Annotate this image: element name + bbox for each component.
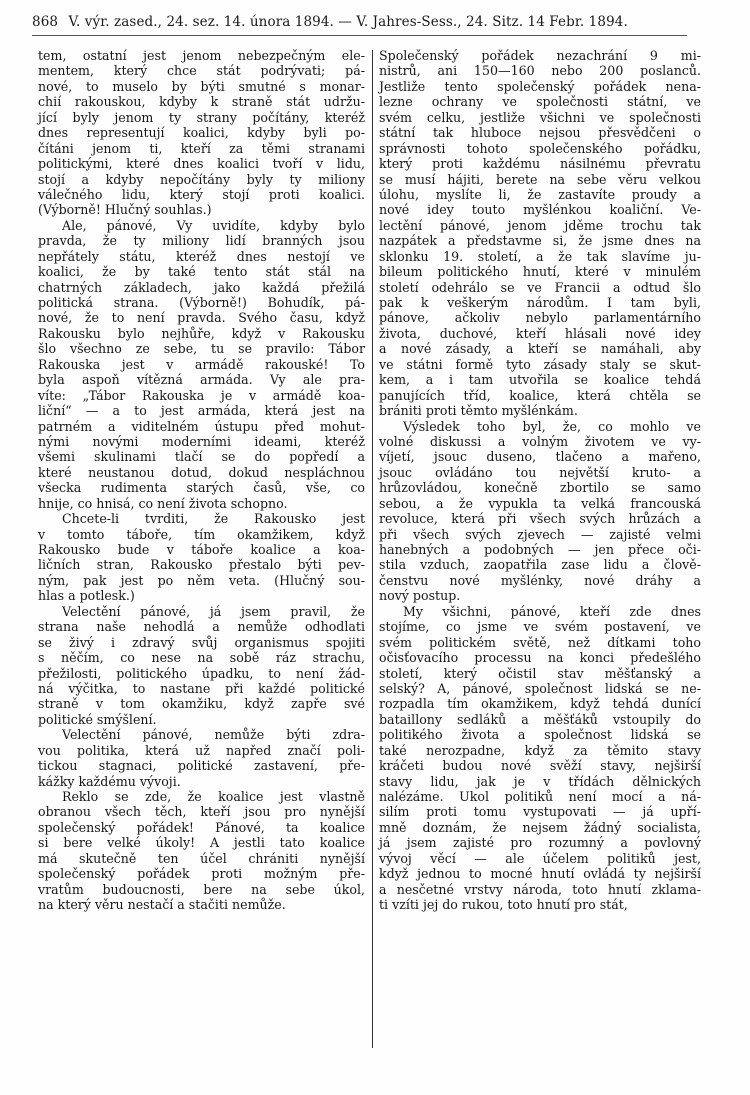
text-line: tickou stagnaci, politické zastavení, pře-: [38, 758, 365, 774]
text-line: vývoj věcí — ale účelem politiků jest,: [379, 850, 701, 866]
text-line: když jednou to mocné hnutí ovládá ty nejširší: [379, 866, 701, 882]
text-line: silím proti tomu vystupovati — já upří-: [379, 804, 701, 820]
text-line: patrném a viditelném ústupu před mohut-: [38, 418, 365, 434]
text-line: brániti proti těmto myšlénkám.: [379, 403, 578, 419]
text-line: lezne ochrany ve společnosti státní, ve: [379, 94, 701, 110]
text-line: nepřátely státu, kteréž dnes nestojí ve: [38, 248, 365, 264]
text-line: kráčeti budou nové svěží stavy, nejširší: [379, 758, 701, 774]
text-line: který proti každému násilnému převratu: [379, 156, 701, 172]
text-line: víte: „Tábor Rakouska je v armádě koa-: [38, 387, 365, 403]
text-line: nové, to muselo by býti smutné s monar-: [38, 78, 365, 94]
right-column: [379, 48, 701, 913]
text-line: bataillony sedláků a měšťáků vstoupily do: [379, 711, 701, 727]
text-line: společenský pořádek! Pánové, ta koalice: [38, 819, 365, 835]
text-line: dnes representují koalici, kdyby byli po-: [38, 125, 365, 141]
text-line: nový postup.: [379, 588, 461, 604]
text-line: nistrů, ani 150—160 nebo 200 poslanců.: [379, 63, 701, 79]
text-line: chií rakouskou, kdyby k straně stát udržu-: [38, 94, 365, 110]
text-line: tem, ostatní jest jenom nebezpečným ele-: [38, 48, 365, 63]
text-line: svém politickém světě, než dítkami toho: [379, 634, 701, 650]
text-line: v tomto táboře, tím okamžikem, když: [38, 526, 365, 542]
text-line: šlo všechno ze sebe, tu se pravilo: Tábor: [38, 341, 365, 357]
text-line: kážky každému vývoji.: [38, 773, 181, 789]
text-line: očisťovacího processu na konci předešlého: [379, 650, 701, 666]
text-line: hrůzovládou, konečně zbortilo se samo: [379, 480, 701, 496]
text-line: správnosti tohoto společenského pořádku,: [379, 140, 701, 156]
text-line: nými novými moderními ideami, kteréž: [38, 433, 365, 449]
text-line: politické smýšlení.: [38, 711, 157, 727]
text-line: ti vzíti jej do rukou, toto hnutí pro stát,: [379, 897, 628, 913]
text-line: nazpátek a představme si, že jsme dnes na: [379, 233, 701, 249]
text-line: jsouc ovládáno tou největší kruto- a: [379, 464, 701, 480]
page-number: 868: [32, 14, 59, 30]
text-line: s něčím, co nese na sobě ráz strachu,: [38, 650, 365, 666]
text-line: mentem, který chce stát podrývati; pá-: [38, 63, 365, 79]
text-line: bileum politického hnutí, které v minulém: [379, 264, 701, 280]
text-line: stavy lidu, jak je v třídách dělnických: [379, 773, 701, 789]
text-line: obranou všech těch, kteří jsou pro nynější: [38, 804, 365, 820]
text-line: Výsledek toho byl, že, co mohlo ve: [403, 418, 701, 434]
text-line: života, duchové, kteří hlásali nové idey: [379, 325, 701, 341]
text-line: revoluce, která při všech svých hrůzách a: [379, 511, 701, 527]
text-line: Rakousko bude v táboře koalice a koa-: [38, 542, 365, 557]
text-line: sebou, a že vypukla ta velká francouská: [379, 495, 701, 511]
text-line: Ale, pánové, Vy uvidíte, kdyby bylo: [62, 217, 365, 233]
left-column: [38, 48, 365, 913]
text-line: století odehrálo se ve Francii a odtud šlo: [379, 279, 701, 295]
text-line: ličních stran, Rakousko přestalo býti pev-: [38, 557, 365, 573]
text-line: úlohu, myslíte li, že zastavíte proudy a: [379, 186, 701, 202]
text-line: čítáni jenom ti, kteří za těmi stranami: [38, 140, 365, 156]
text-line: liční“ — a to jest armáda, která jest na: [38, 403, 365, 419]
text-line: víjetí, jsouc duseno, tlačeno a mařeno,: [379, 449, 701, 465]
text-line: má skutečně ten účel chrániti nynější: [38, 850, 365, 866]
text-line: všecka rudimenta starých časů, vše, co: [38, 480, 365, 496]
text-line: byla aspoň vítězná armáda. Vy ale pra-: [38, 372, 365, 388]
text-line: rozpadla tím okamžikem, když tehdá dunící: [379, 696, 701, 712]
text-line: Velectění pánové, nemůže býti zdra-: [62, 727, 365, 743]
text-line: čenstvu nové myšlénky, nové dráhy a: [379, 572, 701, 588]
text-line: pak k veškerým národům. I tam byli,: [379, 295, 701, 310]
text-line: Rakouska jest v armádě rakouské! To: [38, 356, 365, 372]
text-line: sklonku 19. století, a že tak slavíme ju-: [379, 248, 701, 264]
text-line: se živý i zdravý svůj organismus spojiti: [38, 634, 365, 650]
text-line: století, který očistil stav měšťanský a: [379, 665, 701, 681]
text-line: My všichni, pánové, kteří zde dnes: [403, 603, 701, 619]
text-line: politickými, které dnes koalici tvoří v lidu,: [38, 156, 365, 172]
text-line: ným, pak jest po něm veta. (Hlučný sou-: [38, 572, 365, 588]
column-divider: [372, 50, 373, 1048]
text-line: stojí a kdyby nepočítány byly ty miliony: [38, 171, 365, 187]
text-line: hnije, co hnisá, co není života schopno.: [38, 495, 288, 511]
text-line: při všech svých zjevech — zajisté velmi: [379, 526, 701, 542]
text-line: (Výborně! Hlučný souhlas.): [38, 202, 212, 218]
text-line: a nesčetné vrstvy národa, toto hnutí zklama-: [379, 881, 701, 897]
text-line: které neustanou dotud, dokud nespláchnou: [38, 464, 365, 480]
text-line: státní tak hluboce nejsou přesvědčeni o: [379, 125, 701, 141]
text-line: strana naše nehodlá a nemůže odhodlati: [38, 619, 365, 635]
text-line: ná výčitka, to nastane při každé politické: [38, 680, 365, 696]
text-line: na který věru nestačí a stačiti nemůže.: [38, 897, 286, 913]
text-line: straně v tom okamžiku, když zapře své: [38, 696, 365, 712]
header-rule: [32, 35, 687, 36]
text-line: pánove, ačkoliv nebylo parlamentárního: [379, 310, 701, 326]
text-line: hlas a potlesk.): [38, 588, 135, 604]
text-line: mně doznám, že nejsem žádný socialista,: [379, 819, 701, 835]
text-line: kem, a i tam utvořila se koalice tehdá: [379, 372, 701, 388]
text-line: všemi skulinami tlačí se do popředí a: [38, 449, 365, 465]
text-line: politikého života a společnost lidská se: [379, 727, 701, 743]
text-line: Společenský pořádek nezachrání 9 mi-: [379, 48, 701, 63]
text-line: jící byly jenom ty strany počítány, kteréž: [38, 109, 365, 125]
text-line: já jsem zajisté pro rozumný a povlovný: [379, 835, 701, 851]
text-line: stila vzduch, zaopatřila zase lidu a člově-: [379, 557, 701, 573]
text-line: válečného lidu, který stojí proti koalici.: [38, 186, 365, 202]
text-line: pravda, že ty miliony lidí branných jsou: [38, 233, 365, 249]
text-line: Chcete-li tvrditi, že Rakousko jest: [62, 511, 365, 527]
text-line: nalézáme. Ukol politiků není mocí a ná-: [379, 789, 701, 804]
text-line: svém celku, jestliže všichni ve společnosti: [379, 109, 701, 125]
text-line: Velectění pánové, já jsem pravil, že: [62, 603, 365, 619]
text-line: panujících tříd, koalice, která chtěla se: [379, 387, 701, 403]
text-line: se musí hájiti, berete na sebe věru velkou: [379, 171, 701, 187]
text-line: Jestliže tento společenský pořádek nena-: [379, 78, 701, 94]
text-line: si bere velké úkoly! A jestli tato koalice: [38, 835, 365, 851]
text-line: také nerozpadne, když za těmito stavy: [379, 742, 701, 758]
text-line: stojíme, co jsme ve svém postavení, ve: [379, 619, 701, 635]
text-line: nové, že to není pravda. Svého času, když: [38, 310, 365, 326]
text-line: Reklo se zde, že koalice jest vlastně: [62, 789, 365, 804]
text-line: vratům budoucnosti, bere na sebe úkol,: [38, 881, 365, 897]
text-line: volné diskussi a volným životem ve vy-: [379, 433, 701, 449]
text-line: a nové zásady, a kteří se namáhali, aby: [379, 341, 701, 357]
header-text: V. výr. zased., 24. sez. 14. února 1894. — V. Jahres-Sess., 24. Sitz. 14 Febr. 1894.: [68, 14, 628, 30]
text-line: společenský pořádek proti možným pře-: [38, 866, 365, 882]
running-header: [32, 14, 712, 30]
text-line: politická strana. (Výborně!) Bohudík, pá-: [38, 295, 365, 310]
text-line: ve státni formě tyto zásady staly se skut-: [379, 356, 701, 372]
text-line: selský? A, pánové, společnost lidská se ne-: [379, 680, 701, 696]
text-line: nové idey touto myšlénkou koaliční. Ve-: [379, 202, 701, 218]
text-line: Rakousku bylo nejhůře, když v Rakousku: [38, 325, 365, 341]
text-line: lectění pánové, jenom jděme trochu tak: [379, 217, 701, 233]
text-line: chatrných základech, jako každá přežilá: [38, 279, 365, 295]
text-line: přežilosti, politického úpadku, to není žád-: [38, 665, 365, 681]
text-line: koalici, že by také tento stát stál na: [38, 264, 365, 280]
text-line: hanebných a podobných — jen přece oči-: [379, 542, 701, 557]
text-line: vou politika, která už napřed značí poli-: [38, 742, 365, 758]
